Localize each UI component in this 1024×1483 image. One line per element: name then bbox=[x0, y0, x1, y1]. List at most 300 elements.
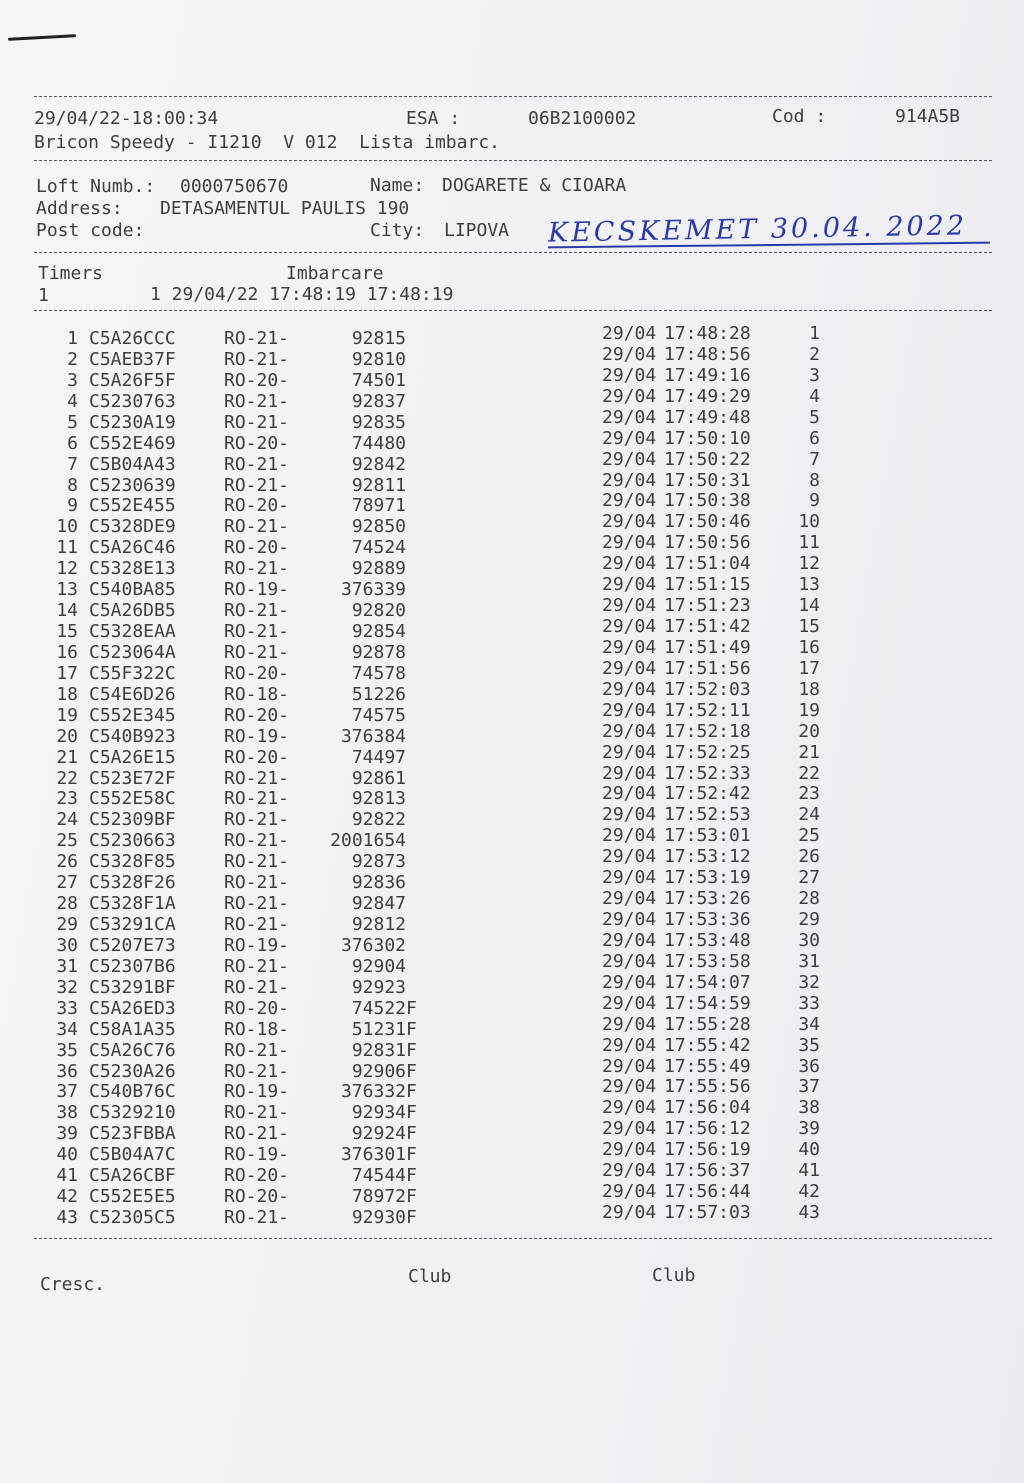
arrival-time: 17:56:12 bbox=[664, 1118, 751, 1140]
table-row bbox=[0, 532, 1024, 559]
ring-prefix: RO-20- bbox=[224, 704, 290, 726]
chip-code: C5A26ED3 bbox=[89, 997, 176, 1019]
row-index: 34 bbox=[56, 1018, 78, 1040]
timers-label: Timers bbox=[38, 263, 104, 284]
row-index: 11 bbox=[56, 537, 78, 559]
ring-number: 74544 bbox=[351, 1165, 406, 1187]
arrival-date: 29/04 bbox=[602, 678, 657, 700]
flag-mark: F bbox=[406, 1018, 417, 1040]
table-row bbox=[0, 1076, 1024, 1103]
ring-number: 92923 bbox=[351, 976, 406, 998]
rank-number: 36 bbox=[798, 1055, 820, 1077]
ring-prefix: RO-21- bbox=[224, 558, 290, 580]
ring-prefix: RO-20- bbox=[224, 537, 290, 559]
rank-number: 4 bbox=[809, 385, 820, 407]
ring-number: 2001654 bbox=[330, 830, 406, 852]
ring-number: 92812 bbox=[351, 914, 406, 936]
chip-code: C5328F85 bbox=[89, 851, 176, 873]
row-index: 24 bbox=[56, 809, 78, 831]
row-index: 37 bbox=[56, 1081, 78, 1103]
arrival-time: 17:52:03 bbox=[664, 678, 751, 700]
chip-code: C52307B6 bbox=[89, 955, 176, 977]
table-row bbox=[0, 909, 1024, 936]
arrival-time: 17:53:48 bbox=[664, 929, 751, 951]
arrival-date: 29/04 bbox=[602, 1097, 657, 1119]
ring-number: 74575 bbox=[351, 704, 406, 726]
ring-number: 376301 bbox=[340, 1144, 406, 1166]
cresc-label: Cresc. bbox=[40, 1274, 106, 1295]
arrival-time: 17:51:56 bbox=[664, 657, 751, 679]
rank-number: 41 bbox=[798, 1160, 820, 1182]
flag-mark: F bbox=[406, 1186, 417, 1208]
table-row bbox=[0, 741, 1024, 768]
row-index: 17 bbox=[56, 662, 78, 684]
arrival-time: 17:52:11 bbox=[664, 699, 751, 721]
flag-mark: F bbox=[406, 1060, 417, 1082]
rank-number: 1 bbox=[809, 323, 820, 344]
chip-code: C5A26CCC bbox=[89, 328, 176, 349]
rank-number: 39 bbox=[798, 1118, 820, 1140]
rank-number: 38 bbox=[798, 1097, 820, 1119]
rank-number: 17 bbox=[798, 657, 820, 679]
arrival-date: 29/04 bbox=[602, 616, 657, 638]
arrival-date: 29/04 bbox=[602, 992, 657, 1014]
row-index: 12 bbox=[56, 558, 78, 580]
row-index: 4 bbox=[67, 390, 78, 412]
chip-code: C523064A bbox=[89, 641, 176, 663]
chip-code: C5230A19 bbox=[89, 411, 176, 433]
arrival-date: 29/04 bbox=[602, 490, 657, 512]
ring-prefix: RO-19- bbox=[224, 579, 290, 601]
ring-prefix: RO-21- bbox=[224, 1207, 290, 1229]
loft-number-label: Loft Numb.: bbox=[36, 176, 156, 197]
ring-prefix: RO-21- bbox=[224, 914, 290, 936]
arrival-time: 17:52:18 bbox=[664, 720, 751, 742]
ring-prefix: RO-19- bbox=[224, 725, 290, 747]
rank-number: 10 bbox=[798, 511, 820, 533]
chip-code: C552E58C bbox=[89, 788, 176, 810]
timer-line: 1 29/04/22 17:48:19 17:48:19 bbox=[150, 284, 454, 305]
arrival-date: 29/04 bbox=[602, 1055, 657, 1077]
rank-number: 30 bbox=[798, 929, 820, 951]
table-row bbox=[0, 406, 1024, 433]
arrival-time: 17:54:59 bbox=[664, 992, 751, 1014]
chip-code: C5207E73 bbox=[89, 934, 176, 956]
rank-number: 29 bbox=[798, 909, 820, 931]
arrival-time: 17:50:10 bbox=[664, 427, 751, 449]
rank-number: 31 bbox=[798, 950, 820, 972]
flag-mark: F bbox=[406, 1039, 417, 1061]
row-index: 25 bbox=[56, 830, 78, 852]
ring-prefix: RO-20- bbox=[224, 1186, 290, 1208]
ring-prefix: RO-21- bbox=[224, 1123, 290, 1145]
ring-number: 74522 bbox=[351, 997, 406, 1019]
ring-number: 92854 bbox=[351, 621, 406, 643]
chip-code: C5A26C46 bbox=[89, 537, 176, 559]
ring-number: 74497 bbox=[351, 746, 406, 768]
rank-number: 37 bbox=[798, 1076, 820, 1098]
flag-mark: F bbox=[406, 1123, 417, 1145]
ring-number: 78971 bbox=[351, 495, 406, 517]
rank-number: 3 bbox=[809, 364, 820, 386]
pen-mark bbox=[8, 34, 76, 41]
ring-number: 92815 bbox=[351, 328, 406, 349]
ring-prefix: RO-21- bbox=[224, 893, 290, 915]
arrival-time: 17:48:28 bbox=[664, 323, 751, 344]
rank-number: 18 bbox=[798, 678, 820, 700]
row-index: 33 bbox=[56, 997, 78, 1019]
ring-prefix: RO-21- bbox=[224, 600, 290, 622]
arrival-time: 17:48:56 bbox=[664, 343, 751, 365]
row-index: 26 bbox=[56, 851, 78, 873]
ring-prefix: RO-18- bbox=[224, 683, 290, 705]
ring-number: 78972 bbox=[351, 1186, 406, 1208]
arrival-date: 29/04 bbox=[602, 574, 657, 596]
ring-number: 74480 bbox=[351, 432, 406, 454]
table-row bbox=[0, 678, 1024, 705]
ring-prefix: RO-21- bbox=[224, 809, 290, 831]
table-row bbox=[0, 553, 1024, 580]
table-row bbox=[0, 971, 1024, 998]
row-index: 14 bbox=[56, 600, 78, 622]
ring-number: 376384 bbox=[340, 725, 406, 747]
ring-prefix: RO-18- bbox=[224, 1018, 290, 1040]
ring-number: 92837 bbox=[351, 390, 406, 412]
chip-code: C53291CA bbox=[89, 914, 176, 936]
flag-mark: F bbox=[406, 997, 417, 1019]
row-index: 18 bbox=[56, 683, 78, 705]
table-row bbox=[0, 1202, 1024, 1229]
ring-prefix: RO-21- bbox=[224, 1102, 290, 1124]
ring-prefix: RO-21- bbox=[224, 516, 290, 538]
rank-number: 13 bbox=[798, 574, 820, 596]
ring-prefix: RO-21- bbox=[224, 390, 290, 412]
flag-mark: F bbox=[406, 1207, 417, 1229]
row-index: 42 bbox=[56, 1186, 78, 1208]
table-row bbox=[0, 364, 1024, 391]
arrival-time: 17:55:28 bbox=[664, 1013, 751, 1035]
table-row bbox=[0, 1097, 1024, 1124]
ring-number: 92820 bbox=[351, 600, 406, 622]
arrival-date: 29/04 bbox=[602, 636, 657, 658]
club-label: Club bbox=[652, 1265, 696, 1286]
rank-number: 20 bbox=[798, 720, 820, 742]
ring-number: 376332 bbox=[340, 1081, 406, 1103]
arrival-date: 29/04 bbox=[602, 427, 657, 449]
chip-code: C552E5E5 bbox=[89, 1186, 176, 1208]
table-row bbox=[0, 699, 1024, 726]
table-row bbox=[0, 992, 1024, 1019]
ring-number: 92904 bbox=[351, 955, 406, 977]
imbarcare-label: Imbarcare bbox=[286, 263, 384, 284]
chip-code: C540B923 bbox=[89, 725, 176, 747]
arrival-date: 29/04 bbox=[602, 448, 657, 470]
ring-prefix: RO-21- bbox=[224, 348, 290, 370]
arrival-date: 29/04 bbox=[602, 1202, 657, 1224]
divider bbox=[34, 310, 992, 311]
arrival-time: 17:49:16 bbox=[664, 364, 751, 386]
chip-code: C523E72F bbox=[89, 767, 176, 789]
arrival-date: 29/04 bbox=[602, 846, 657, 868]
arrival-time: 17:49:29 bbox=[664, 385, 751, 407]
row-index: 22 bbox=[56, 767, 78, 789]
table-row bbox=[0, 950, 1024, 977]
chip-code: C5A26F5F bbox=[89, 369, 176, 391]
table-row bbox=[0, 804, 1024, 831]
table-row bbox=[0, 1055, 1024, 1082]
arrival-date: 29/04 bbox=[602, 532, 657, 554]
row-index: 3 bbox=[67, 369, 78, 391]
ring-number: 74578 bbox=[351, 662, 406, 684]
esa-value: 06B2100002 bbox=[528, 108, 637, 129]
arrival-date: 29/04 bbox=[602, 699, 657, 721]
ring-prefix: RO-21- bbox=[224, 976, 290, 998]
table-row bbox=[0, 574, 1024, 601]
row-index: 9 bbox=[67, 495, 78, 517]
arrival-time: 17:55:42 bbox=[664, 1034, 751, 1056]
arrival-date: 29/04 bbox=[602, 406, 657, 428]
arrival-date: 29/04 bbox=[602, 657, 657, 679]
rank-number: 42 bbox=[798, 1181, 820, 1203]
ring-number: 92847 bbox=[351, 893, 406, 915]
arrival-date: 29/04 bbox=[602, 950, 657, 972]
ring-prefix: RO-20- bbox=[224, 997, 290, 1019]
flag-mark: F bbox=[406, 1102, 417, 1124]
rank-number: 43 bbox=[798, 1202, 820, 1224]
ring-prefix: RO-21- bbox=[224, 474, 290, 496]
row-index: 16 bbox=[56, 641, 78, 663]
arrival-date: 29/04 bbox=[602, 929, 657, 951]
arrival-time: 17:54:07 bbox=[664, 971, 751, 993]
row-index: 10 bbox=[56, 516, 78, 538]
table-row bbox=[0, 867, 1024, 894]
ring-prefix: RO-20- bbox=[224, 369, 290, 391]
table-row bbox=[0, 762, 1024, 789]
arrival-date: 29/04 bbox=[602, 720, 657, 742]
arrival-date: 29/04 bbox=[602, 762, 657, 784]
chip-code: C5328DE9 bbox=[89, 516, 176, 538]
chip-code: C5329210 bbox=[89, 1102, 176, 1124]
arrival-time: 17:53:19 bbox=[664, 867, 751, 889]
ring-prefix: RO-19- bbox=[224, 1081, 290, 1103]
arrival-time: 17:53:58 bbox=[664, 950, 751, 972]
arrival-time: 17:51:23 bbox=[664, 595, 751, 617]
rank-number: 5 bbox=[809, 406, 820, 428]
chip-code: C5328EAA bbox=[89, 621, 176, 643]
row-index: 39 bbox=[56, 1123, 78, 1145]
chip-code: C523FBBA bbox=[89, 1123, 176, 1145]
ring-prefix: RO-21- bbox=[224, 621, 290, 643]
arrival-date: 29/04 bbox=[602, 1181, 657, 1203]
arrival-date: 29/04 bbox=[602, 804, 657, 826]
chip-code: C5230663 bbox=[89, 830, 176, 852]
ring-prefix: RO-21- bbox=[224, 788, 290, 810]
cod-value: 914A5B bbox=[895, 106, 961, 127]
arrival-date: 29/04 bbox=[602, 741, 657, 763]
arrival-time: 17:50:31 bbox=[664, 469, 751, 491]
row-index: 31 bbox=[56, 955, 78, 977]
ring-number: 92831 bbox=[351, 1039, 406, 1061]
ring-number: 92835 bbox=[351, 411, 406, 433]
row-index: 19 bbox=[56, 704, 78, 726]
table-row bbox=[0, 511, 1024, 538]
ring-number: 92822 bbox=[351, 809, 406, 831]
arrival-date: 29/04 bbox=[602, 971, 657, 993]
ring-prefix: RO-19- bbox=[224, 1144, 290, 1166]
ring-number: 92811 bbox=[351, 474, 406, 496]
table-row bbox=[0, 636, 1024, 663]
table-row bbox=[0, 1181, 1024, 1208]
row-index: 21 bbox=[56, 746, 78, 768]
chip-code: C5328F26 bbox=[89, 872, 176, 894]
arrival-date: 29/04 bbox=[602, 783, 657, 805]
chip-code: C52305C5 bbox=[89, 1207, 176, 1229]
rank-number: 33 bbox=[798, 992, 820, 1014]
rank-number: 12 bbox=[798, 553, 820, 575]
arrival-date: 29/04 bbox=[602, 1139, 657, 1161]
rank-number: 6 bbox=[809, 427, 820, 449]
rank-number: 14 bbox=[798, 595, 820, 617]
chip-code: C540B76C bbox=[89, 1081, 176, 1103]
chip-code: C540BA85 bbox=[89, 579, 176, 601]
chip-code: C5328E13 bbox=[89, 558, 176, 580]
table-row bbox=[0, 1013, 1024, 1040]
ring-number: 92813 bbox=[351, 788, 406, 810]
row-index: 1 bbox=[67, 328, 78, 349]
row-index: 23 bbox=[56, 788, 78, 810]
row-index: 2 bbox=[67, 348, 78, 370]
table-row bbox=[0, 720, 1024, 747]
arrival-time: 17:55:49 bbox=[664, 1055, 751, 1077]
ring-prefix: RO-20- bbox=[224, 662, 290, 684]
arrival-date: 29/04 bbox=[602, 909, 657, 931]
rank-number: 22 bbox=[798, 762, 820, 784]
arrival-date: 29/04 bbox=[602, 323, 657, 344]
rank-number: 9 bbox=[809, 490, 820, 512]
postcode-label: Post code: bbox=[36, 220, 145, 241]
table-row bbox=[0, 595, 1024, 622]
ring-number: 92906 bbox=[351, 1060, 406, 1082]
arrival-time: 17:53:36 bbox=[664, 909, 751, 931]
arrival-time: 17:55:56 bbox=[664, 1076, 751, 1098]
arrival-date: 29/04 bbox=[602, 888, 657, 910]
address-label: Address: bbox=[36, 198, 123, 219]
rank-number: 34 bbox=[798, 1013, 820, 1035]
arrival-time: 17:53:01 bbox=[664, 825, 751, 847]
ring-number: 92889 bbox=[351, 558, 406, 580]
row-index: 38 bbox=[56, 1102, 78, 1124]
divider bbox=[34, 96, 992, 97]
ring-number: 92930 bbox=[351, 1207, 406, 1229]
arrival-date: 29/04 bbox=[602, 825, 657, 847]
arrival-time: 17:53:26 bbox=[664, 888, 751, 910]
table-row bbox=[0, 929, 1024, 956]
ring-number: 92842 bbox=[351, 453, 406, 475]
arrival-date: 29/04 bbox=[602, 1160, 657, 1182]
city-value: LIPOVA bbox=[444, 220, 510, 241]
row-index: 13 bbox=[56, 579, 78, 601]
arrival-date: 29/04 bbox=[602, 364, 657, 386]
row-index: 41 bbox=[56, 1165, 78, 1187]
chip-code: C54E6D26 bbox=[89, 683, 176, 705]
arrival-time: 17:52:25 bbox=[664, 741, 751, 763]
row-index: 29 bbox=[56, 914, 78, 936]
arrival-time: 17:56:44 bbox=[664, 1181, 751, 1203]
arrival-time: 17:53:12 bbox=[664, 846, 751, 868]
table-row bbox=[0, 448, 1024, 475]
rank-number: 40 bbox=[798, 1139, 820, 1161]
ring-prefix: RO-21- bbox=[224, 328, 290, 349]
chip-code: C5AEB37F bbox=[89, 348, 176, 370]
table-row bbox=[0, 888, 1024, 915]
flag-mark: F bbox=[406, 1081, 417, 1103]
ring-prefix: RO-21- bbox=[224, 411, 290, 433]
ring-number: 376339 bbox=[340, 579, 406, 601]
esa-label: ESA : bbox=[406, 108, 461, 129]
loft-number: 0000750670 bbox=[180, 176, 289, 197]
row-index: 15 bbox=[56, 621, 78, 643]
arrival-date: 29/04 bbox=[602, 1076, 657, 1098]
arrival-time: 17:49:48 bbox=[664, 406, 751, 428]
chip-code: C52309BF bbox=[89, 809, 176, 831]
rank-number: 19 bbox=[798, 699, 820, 721]
row-index: 7 bbox=[67, 453, 78, 475]
chip-code: C5A26CBF bbox=[89, 1165, 176, 1187]
arrival-time: 17:56:19 bbox=[664, 1139, 751, 1161]
arrival-time: 17:57:03 bbox=[664, 1202, 751, 1224]
arrival-time: 17:52:42 bbox=[664, 783, 751, 805]
ring-number: 92924 bbox=[351, 1123, 406, 1145]
chip-code: C552E345 bbox=[89, 704, 176, 726]
table-row bbox=[0, 490, 1024, 517]
ring-prefix: RO-21- bbox=[224, 851, 290, 873]
arrival-time: 17:50:38 bbox=[664, 490, 751, 512]
loft-name: DOGARETE & CIOARA bbox=[442, 175, 627, 196]
arrival-date: 29/04 bbox=[602, 385, 657, 407]
divider bbox=[34, 252, 992, 253]
table-row bbox=[0, 846, 1024, 873]
arrival-time: 17:52:33 bbox=[664, 762, 751, 784]
table-row bbox=[0, 343, 1024, 370]
table-row bbox=[0, 616, 1024, 643]
ring-prefix: RO-21- bbox=[224, 767, 290, 789]
rank-number: 21 bbox=[798, 741, 820, 763]
flag-mark: F bbox=[406, 1144, 417, 1166]
row-index: 8 bbox=[67, 474, 78, 496]
row-index: 30 bbox=[56, 934, 78, 956]
rank-number: 11 bbox=[798, 532, 820, 554]
ring-prefix: RO-20- bbox=[224, 1165, 290, 1187]
rank-number: 26 bbox=[798, 846, 820, 868]
ring-prefix: RO-20- bbox=[224, 746, 290, 768]
table-row bbox=[0, 1118, 1024, 1145]
chip-code: C55F322C bbox=[89, 662, 176, 684]
arrival-date: 29/04 bbox=[602, 1034, 657, 1056]
ring-number: 92850 bbox=[351, 516, 406, 538]
table-row bbox=[0, 1034, 1024, 1061]
row-index: 40 bbox=[56, 1144, 78, 1166]
rank-number: 24 bbox=[798, 804, 820, 826]
chip-code: C5A26C76 bbox=[89, 1039, 176, 1061]
chip-code: C53291BF bbox=[89, 976, 176, 998]
arrival-date: 29/04 bbox=[602, 595, 657, 617]
rank-number: 32 bbox=[798, 971, 820, 993]
ring-number: 92934 bbox=[351, 1102, 406, 1124]
arrival-time: 17:51:49 bbox=[664, 636, 751, 658]
table-row bbox=[0, 825, 1024, 852]
rank-number: 25 bbox=[798, 825, 820, 847]
ring-prefix: RO-21- bbox=[224, 955, 290, 977]
